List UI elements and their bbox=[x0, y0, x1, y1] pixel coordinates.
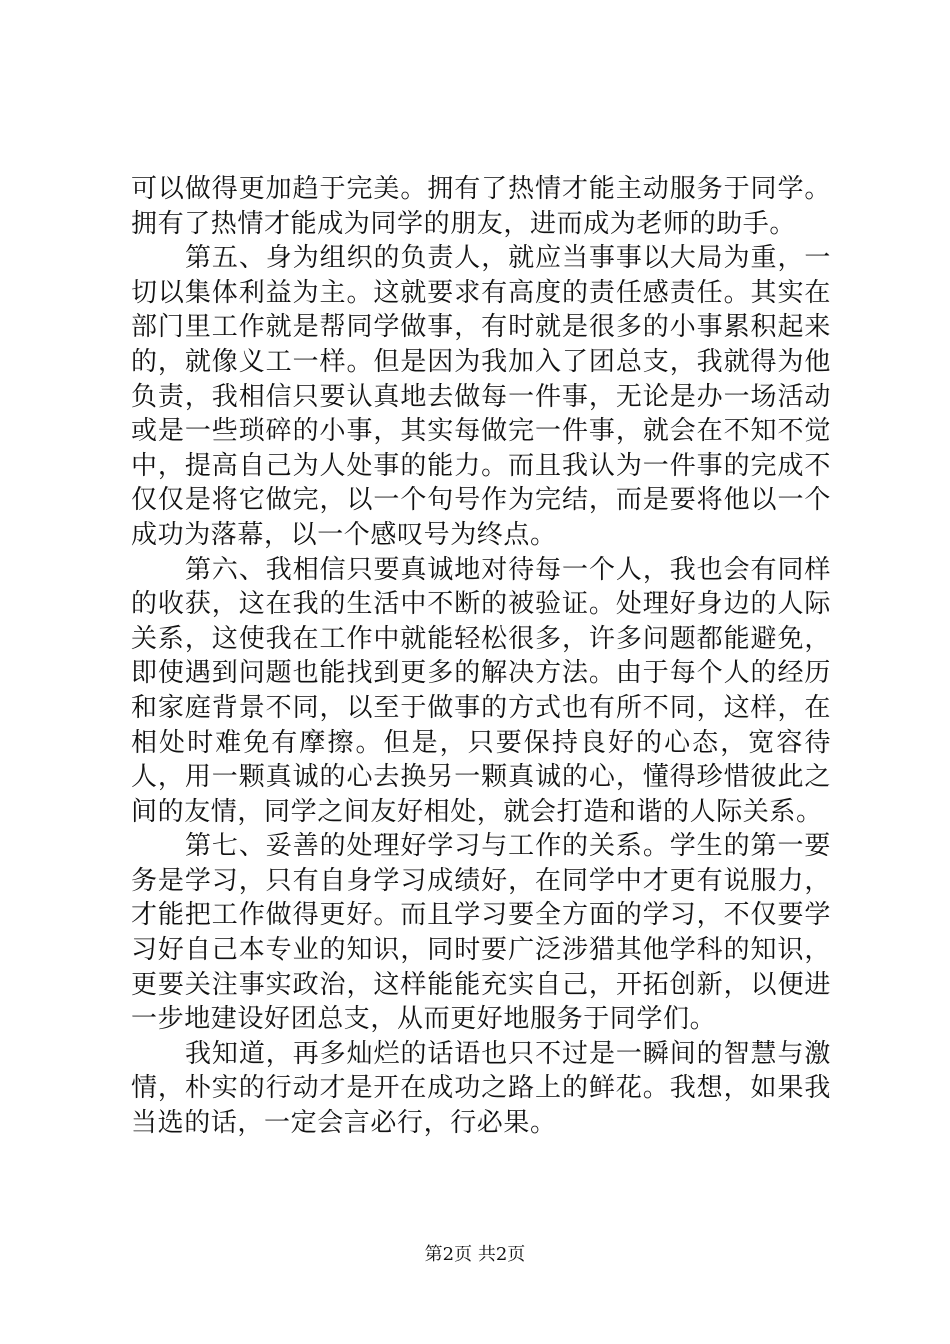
paragraph-closing: 我知道，再多灿烂的话语也只不过是一瞬间的智慧与激情，朴实的行动才是开在成功之路上的鲜花。我想，如果我当选的话，一定会言必行，行必果。 bbox=[131, 1038, 831, 1139]
paragraph-seventh-point: 第七、妥善的处理好学习与工作的关系。学生的第一要务是学习，只有自身学习成绩好，在同学中才更有说服力，才能把工作做得更好。而且学习要全方面的学习，不仅要学习好自己本专业的知识，同时要广泛涉猎其他学科的知识，更要关注事实政治，这样能能充实自己，开拓创新，以便进一步地建设好团总支，从而更好地服务于同学们。 bbox=[131, 831, 831, 1035]
paragraph-fifth-point: 第五、身为组织的负责人，就应当事事以大局为重，一切以集体利益为主。这就要求有高度的责任感责任。其实在部门里工作就是帮同学做事，有时就是很多的小事累积起来的，就像义工一样。但是因为我加入了团总支，我就得为他负责，我相信只要认真地去做每一件事，无论是办一场活动或是一些琐碎的小事，其实每做完一件事，就会在不知不觉中，提高自己为人处事的能力。而且我认为一件事的完成不仅仅是将它做完，以一个句号作为完结，而是要将他以一个成功为落幕，以一个感叹号为终点。 bbox=[131, 243, 831, 550]
document-body bbox=[131, 172, 831, 1141]
paragraph-continuation: 可以做得更加趋于完美。拥有了热情才能主动服务于同学。拥有了热情才能成为同学的朋友，进而成为老师的助手。 bbox=[131, 174, 831, 239]
paragraph-sixth-point: 第六、我相信只要真诚地对待每一个人，我也会有同样的收获，这在我的生活中不断的被验证。处理好身边的人际关系，这使我在工作中就能轻松很多，许多问题都能避免，即使遇到问题也能找到更多的解决方法。由于每个人的经历和家庭背景不同，以至于做事的方式也有所不同，这样，在相处时难免有摩擦。但是，只要保持良好的心态，宽容待人，用一颗真诚的心去换另一颗真诚的心，懂得珍惜彼此之间的友情，同学之间友好相处，就会打造和谐的人际关系。 bbox=[131, 554, 831, 827]
page-number-footer: 第2页 共2页 bbox=[424, 1244, 526, 1265]
